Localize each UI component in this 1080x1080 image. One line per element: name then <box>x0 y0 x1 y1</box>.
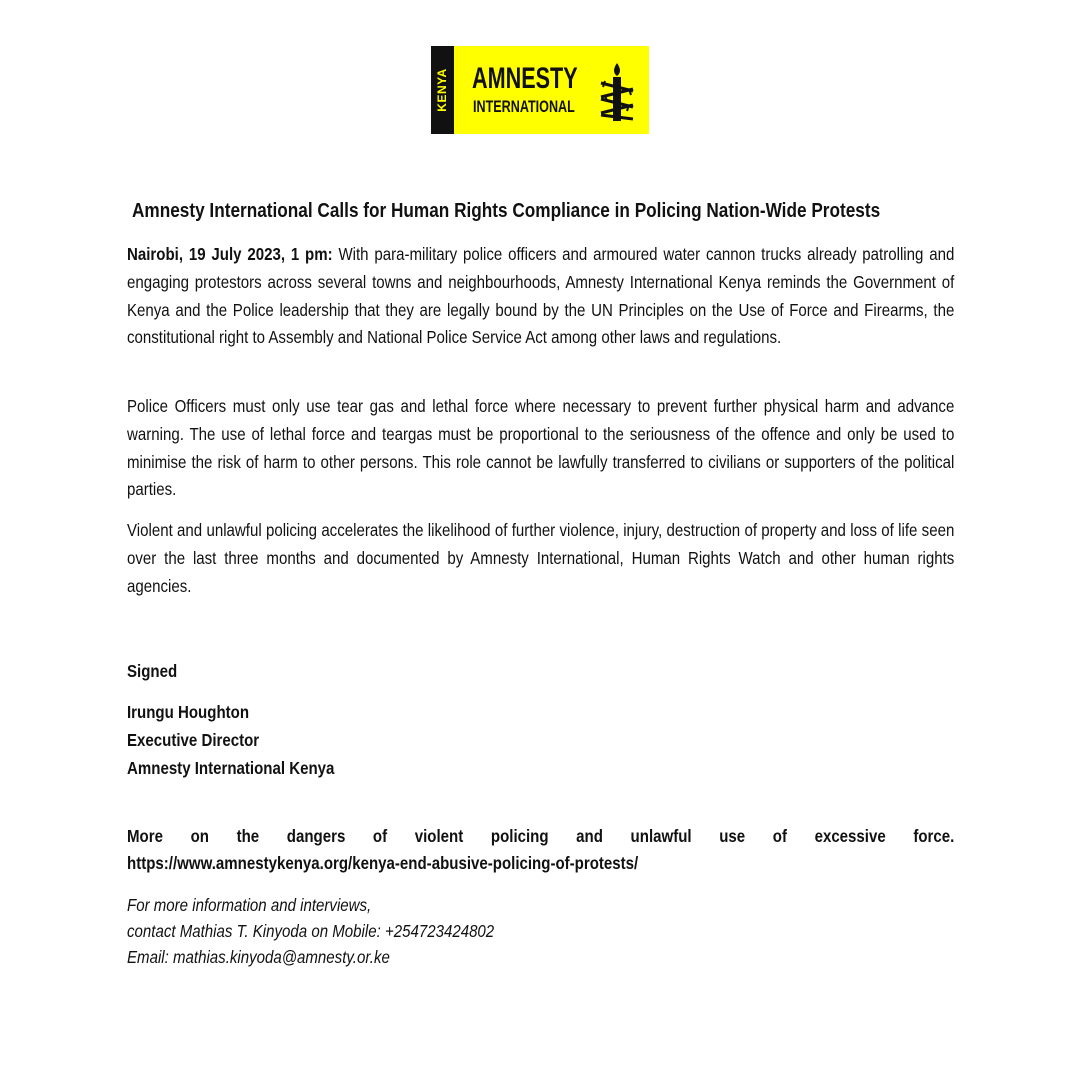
logo-name-line2: INTERNATIONAL <box>473 97 575 116</box>
paragraph-1-lead: Nairobi, 19 July 2023, 1 pm: <box>127 244 333 264</box>
logo-name-line1: AMNESTY <box>472 62 578 95</box>
more-info-link[interactable]: https://www.amnestykenya.org/kenya-end-abusive-policing-of-protests/ <box>127 853 639 873</box>
signatory-organization: Amnesty International Kenya <box>127 758 335 778</box>
signatory-role: Executive Director <box>127 730 260 750</box>
contact-line-1: For more information and interviews, <box>127 895 372 915</box>
contact-block <box>127 892 494 970</box>
paragraph-1 <box>127 241 954 352</box>
paragraph-2: Police Officers must only use tear gas and lethal force where necessary to prevent further physical harm and advance warning. The use of lethal force and teargas must be proportional to the seriousness of the offence and only be used to minimise the risk of harm to other persons. This role cannot be lawfully transferred to civilians or supporters of the political parties. <box>127 396 955 500</box>
logo-country-label: KENYA <box>435 68 449 112</box>
more-info-text: More on the dangers of violent policing and unlawful use of excessive force. <box>127 826 955 846</box>
signed-label: Signed <box>127 661 178 681</box>
paragraph-3: Violent and unlawful policing accelerates the likelihood of further violence, injury, destruction of property and loss of life seen over the last three months and documented by Amnesty International, Human Rights Watch and other human rights agencies. <box>127 520 955 596</box>
signature-block <box>127 698 334 782</box>
signatory-name: Irungu Houghton <box>127 702 250 722</box>
contact-line-2: contact Mathias T. Kinyoda on Mobile: +254723424802 <box>127 921 495 941</box>
paragraph-1-body: With para-military police officers and armoured water cannon trucks already patrolling and engaging protestors across several towns and neighbourhoods, Amnesty International Kenya reminds the Government of Kenya and the Police leadership that they are legally bound by the UN Principles on the Use of Force and Firearms, the constitutional right to Assembly and National Police Service Act among other laws and regulations. <box>127 244 955 348</box>
contact-email[interactable]: Email: mathias.kinyoda@amnesty.or.ke <box>127 947 390 967</box>
amnesty-logo <box>431 46 649 134</box>
candle-barbed-wire-icon <box>596 61 638 123</box>
page-title: Amnesty International Calls for Human Rights Compliance in Policing Nation-Wide Protests <box>132 200 881 222</box>
logo-country-strip <box>431 46 454 134</box>
